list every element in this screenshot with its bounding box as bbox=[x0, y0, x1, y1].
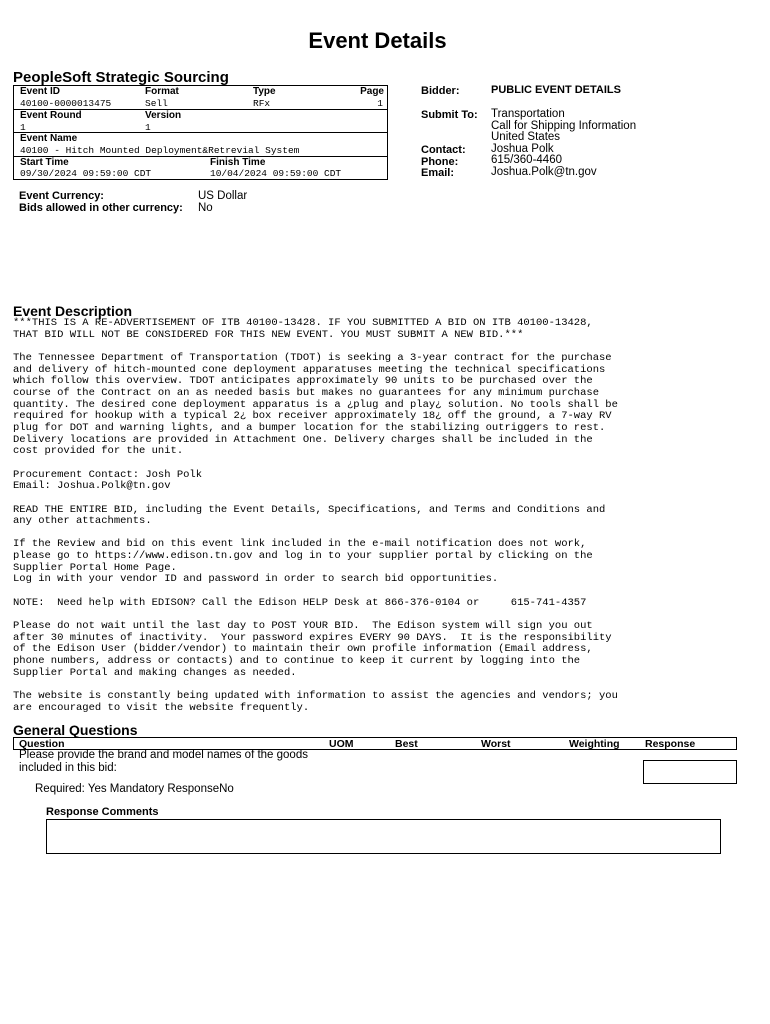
contact-value: Joshua Polk bbox=[491, 142, 554, 155]
weighting-header: Weighting bbox=[569, 738, 620, 750]
contact-label: Contact: bbox=[421, 144, 466, 156]
page-value: 1 bbox=[377, 98, 383, 109]
event-name-value: 40100 - Hitch Mounted Deployment&Retrevial System bbox=[20, 145, 300, 156]
worst-header: Worst bbox=[481, 738, 511, 750]
response-header: Response bbox=[645, 738, 696, 750]
format-label: Format bbox=[145, 86, 179, 97]
other-currency-value: No bbox=[198, 202, 213, 214]
bidder-value: PUBLIC EVENT DETAILS bbox=[491, 84, 621, 96]
response-comments-field[interactable] bbox=[46, 819, 721, 854]
question-text: Please provide the brand and model names of the goods included in this bid: bbox=[19, 749, 308, 774]
event-round-value: 1 bbox=[20, 122, 26, 133]
event-round-label: Event Round bbox=[20, 110, 82, 121]
organization-name: PeopleSoft Strategic Sourcing bbox=[13, 69, 229, 86]
event-name-label: Event Name bbox=[20, 133, 78, 144]
event-description-title: Event Description bbox=[13, 303, 133, 319]
event-description-text: ***THIS IS A RE-ADVERTISEMENT OF ITB 40100-13428. IF YOU SUBMITTED A BID ON ITB 40100-13428, THAT BID WILL NOT BE CONSIDERED FOR THIS NEW EVENT. YOU MUST SUBMIT A NEW BID.*** The Tennessee Department of Transportation (TDOT) is seeking a 3-year contract for the purchase and delivery of hitch-mounted cone deployment apparatuses meeting the technical specifications which follow this overview. TDOT anticipates approximately 90 units to be purchased over the course of the Contract on an as needed basis but makes no guarantees for any minimum purchase quantity. The desired cone deployment apparatus is a ¿plug and play¿ solution. No tools shall be required for hookup with a typical 2¿ box receiver approximately 18¿ off the ground, a 7-way RV plug for DOT and warning lights, and a bumper location for the stabilizing outriggers to rest. Delivery locations are provided in Attachment One. Delivery charges shall be included in the cost provided for the unit. Procurement Contact: Josh Polk Email: Joshua.Polk@tn.gov READ THE ENTIRE BID, including the Event Details, Specifications, and Terms and Conditions and any other attachments. If the Review and bid on this event link included in the e-mail notification does not work, please go to https://www.edison.tn.gov and log in to your supplier portal by clicking on the Supplier Portal Home Page. Log in with your vendor ID and password in order to search bid opportunities. NOTE: Need help with EDISON? Call the Edison HELP Desk at 866-376-0104 or 615-741-4357 Please do not wait until the last day to POST YOUR BID. The Edison system will sign you out after 30 minutes of inactivity. Your password expires EVERY 90 DAYS. It is the responsibility of the Edison User (bidder/vendor) to maintain their own profile information (Email address, phone numbers, address or contacts) and to continue to keep it current by logging into the Supplier Portal and making changes as needed. The website is constantly being updated with information to assist the agencies and vendors; you are encouraged to visit the website frequently. bbox=[13, 317, 618, 714]
divider bbox=[14, 156, 387, 157]
type-value: RFx bbox=[253, 98, 271, 109]
type-label: Type bbox=[253, 86, 276, 97]
submit-to-line-1: Transportation bbox=[491, 108, 565, 120]
finish-time-value: 10/04/2024 09:59:00 CDT bbox=[210, 168, 342, 179]
response-input[interactable] bbox=[643, 760, 737, 784]
submit-to-line-2: Call for Shipping Information bbox=[491, 119, 637, 132]
event-id-value: 40100-0000013475 bbox=[20, 98, 112, 109]
finish-time-label: Finish Time bbox=[210, 157, 266, 168]
response-comments-label: Response Comments bbox=[46, 806, 159, 818]
event-info-box bbox=[13, 85, 388, 180]
start-time-label: Start Time bbox=[20, 157, 69, 168]
phone-label: Phone: bbox=[421, 155, 459, 168]
phone-value: 615/360-4460 bbox=[491, 154, 562, 167]
version-value: 1 bbox=[145, 122, 151, 133]
required-info: Required: Yes Mandatory ResponseNo bbox=[35, 783, 234, 795]
other-currency-label: Bids allowed in other currency: bbox=[19, 202, 183, 214]
version-label: Version bbox=[145, 110, 182, 121]
email-label: Email: bbox=[421, 167, 455, 180]
bidder-label: Bidder: bbox=[421, 85, 460, 97]
question-header: Question bbox=[19, 738, 65, 750]
submit-to-label: Submit To: bbox=[421, 109, 478, 121]
event-currency-value: US Dollar bbox=[198, 190, 248, 202]
page-title: Event Details bbox=[308, 28, 447, 53]
uom-header: UOM bbox=[329, 738, 354, 750]
submit-to-line-3: United States bbox=[491, 131, 561, 144]
email-value: Joshua.Polk@tn.gov bbox=[491, 166, 597, 178]
page-label: Page bbox=[360, 86, 384, 97]
event-currency-label: Event Currency: bbox=[19, 190, 104, 202]
event-id-label: Event ID bbox=[20, 86, 61, 97]
format-value: Sell bbox=[145, 98, 168, 109]
start-time-value: 09/30/2024 09:59:00 CDT bbox=[20, 168, 152, 179]
best-header: Best bbox=[395, 738, 418, 750]
general-questions-title: General Questions bbox=[13, 722, 138, 738]
